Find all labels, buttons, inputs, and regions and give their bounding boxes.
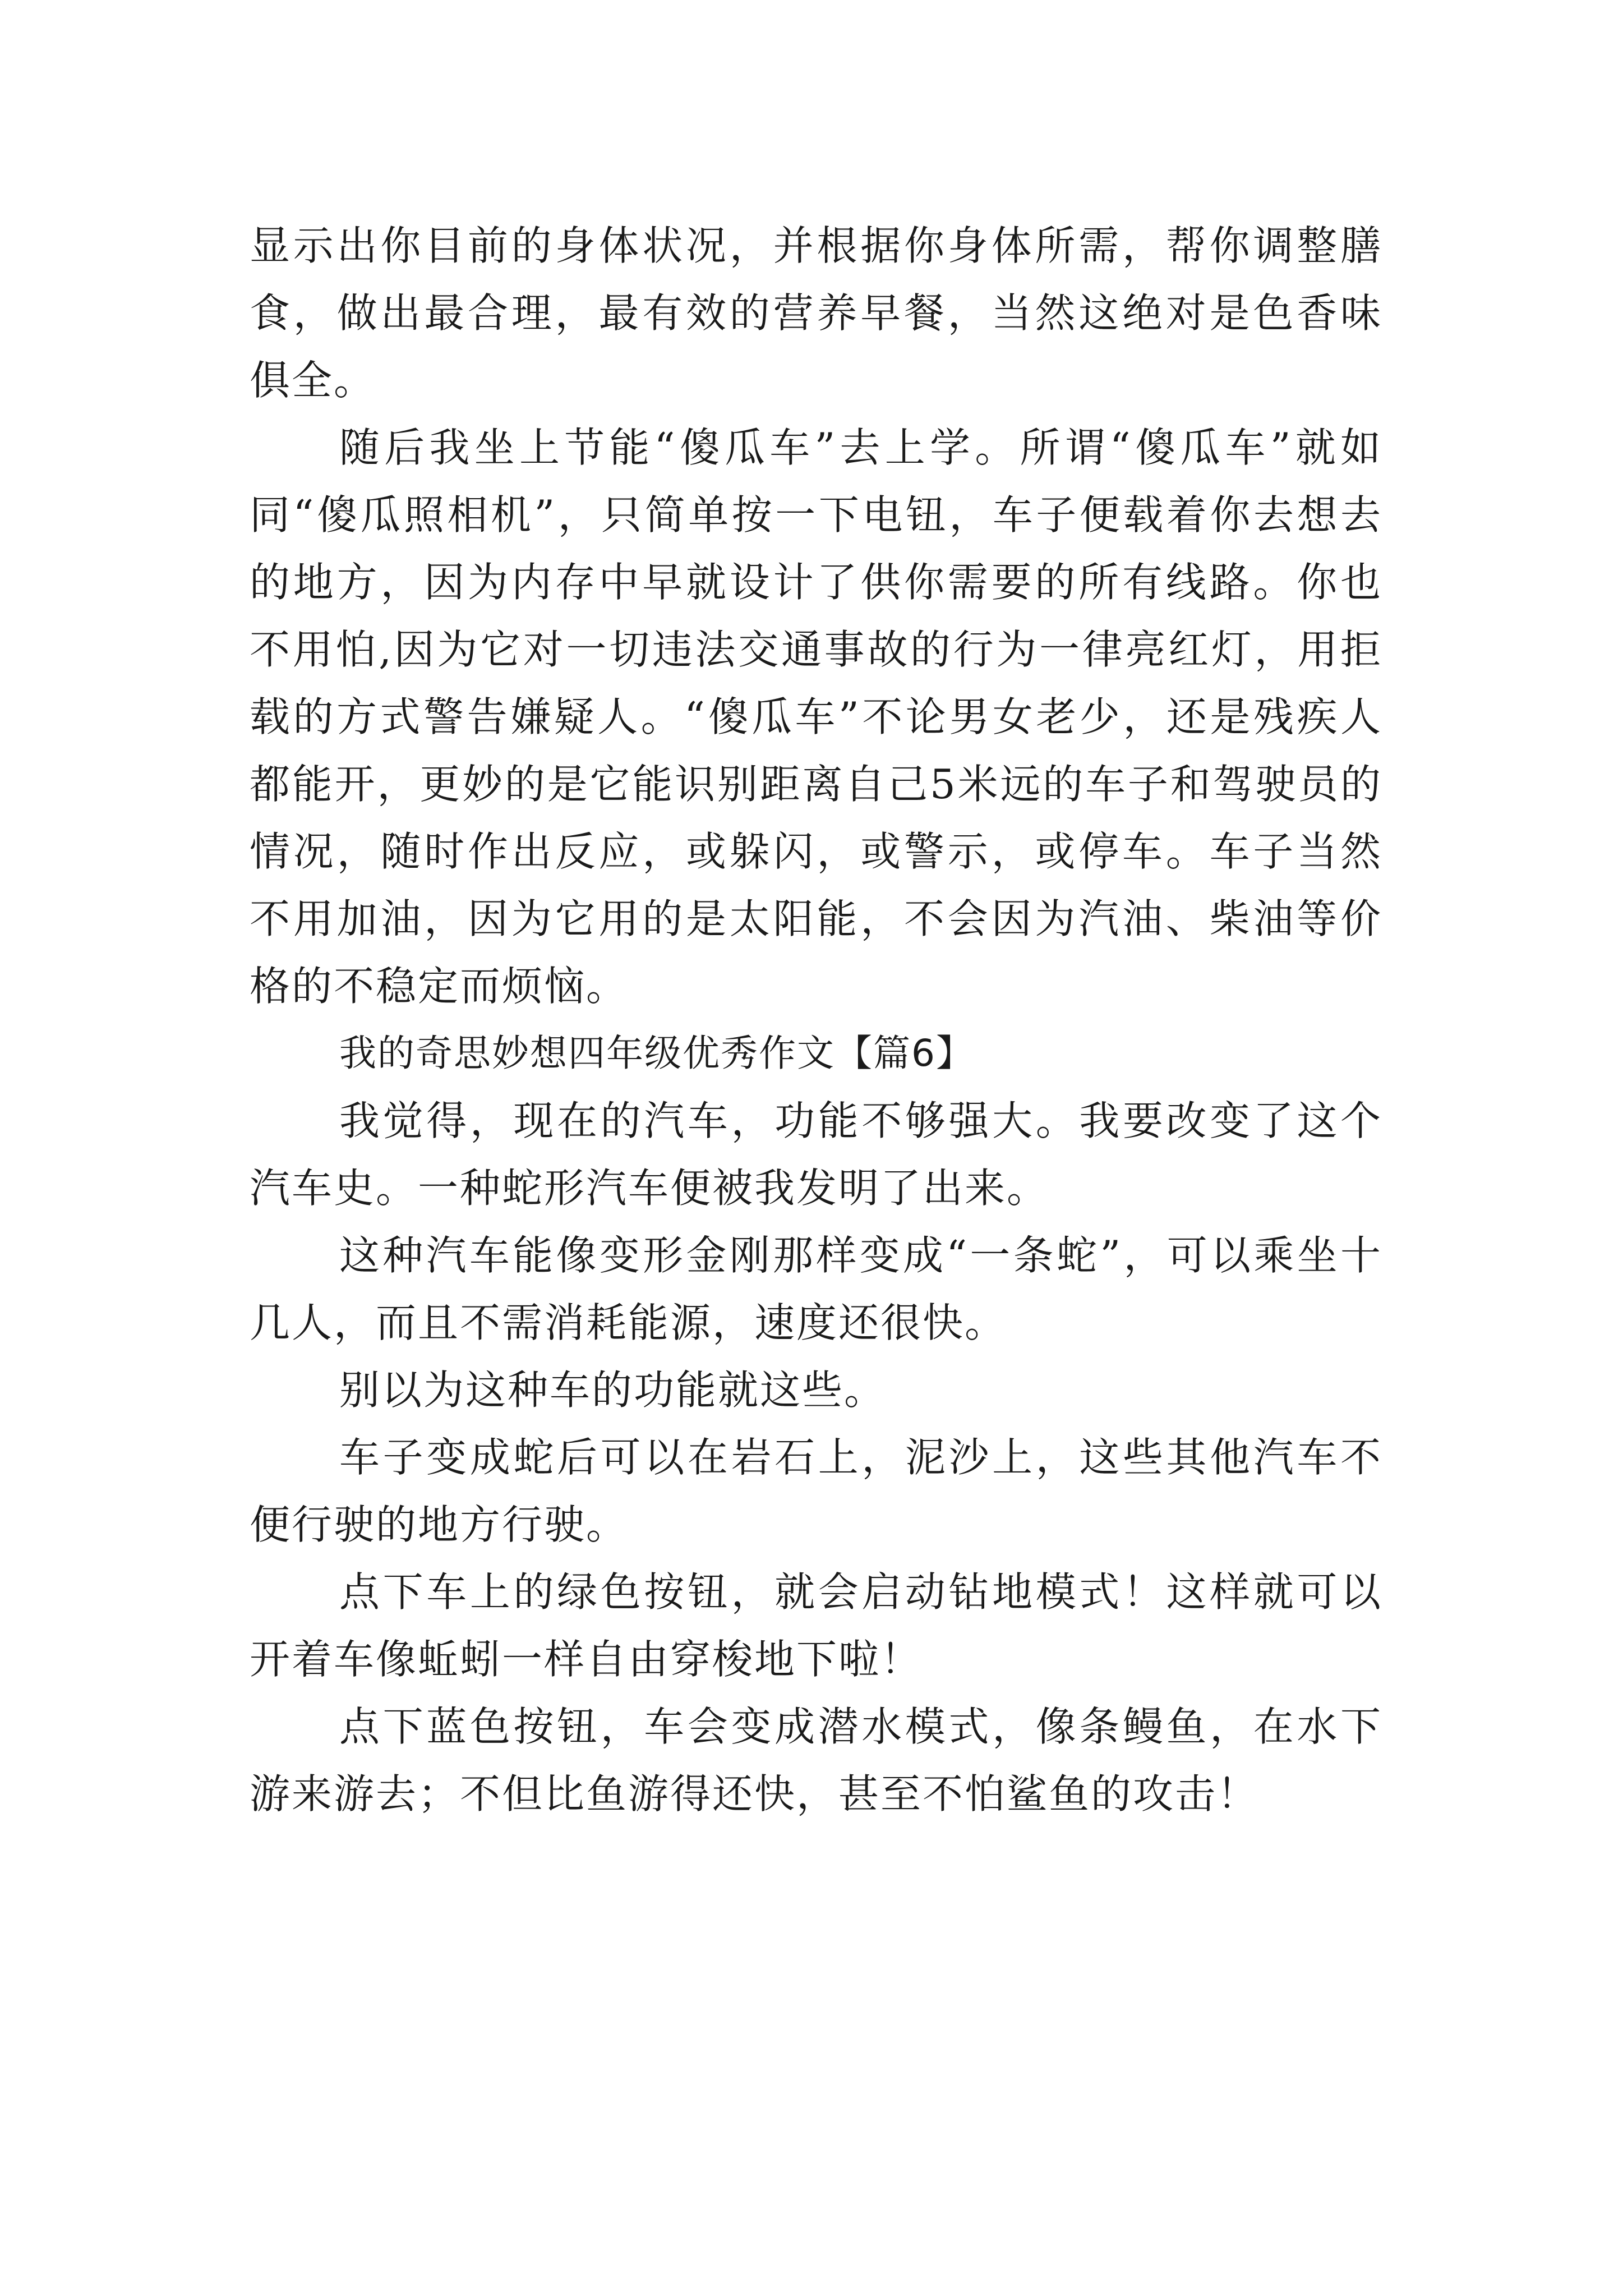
paragraph-more-functions: 别以为这种车的功能就这些。 (339, 1366, 887, 1414)
document-body (250, 212, 1382, 1828)
paragraph-blue-button: 点下蓝色按钮，车会变成潜水模式，像条鳗鱼，在水下游来游去；不但比鱼游得还快，甚至不怕鲨鱼的攻击！ (250, 1703, 1382, 1818)
paragraph-fool-car: 随后我坐上节能“傻瓜车”去上学。所谓“傻瓜车”就如同“傻瓜照相机”，只简单按一下电钮，车子便载着你去想去的地方，因为内存中早就设计了供你需要的所有线路。你也不用怕,因为它对一切违法交通事故的行为一律亮红灯，用拒载的方式警告嫌疑人。“傻瓜车”不论男女老少，还是残疾人都能开，更妙的是它能识别距离自己5米远的车子和驾驶员的情况，随时作出反应，或躲闪，或警示，或停车。车子当然不用加油，因为它用的是太阳能，不会因为汽油、柴油等价格的不稳定而烦恼。 (250, 424, 1382, 1010)
paragraph-rough-terrain: 车子变成蛇后可以在岩石上，泥沙上，这些其他汽车不便行驶的地方行驶。 (250, 1434, 1382, 1548)
paragraph-green-button: 点下车上的绿色按钮，就会启动钻地模式！这样就可以开着车像蚯蚓一样自由穿梭地下啦！ (250, 1568, 1382, 1683)
paragraph-snake-transform: 这种汽车能像变形金刚那样变成“一条蛇”，可以乘坐十几人，而且不需消耗能源，速度还很快。 (250, 1232, 1382, 1346)
section-heading: 我的奇思妙想四年级优秀作文【篇6】 (339, 1032, 974, 1075)
paragraph-car-intro: 我觉得，现在的汽车，功能不够强大。我要改变了这个汽车史。一种蛇形汽车便被我发明了出来。 (250, 1097, 1382, 1212)
paragraph-nutrition-breakfast: 显示出你目前的身体状况，并根据你身体所需，帮你调整膳食，做出最合理，最有效的营养早餐，当然这绝对是色香味俱全。 (250, 222, 1382, 404)
